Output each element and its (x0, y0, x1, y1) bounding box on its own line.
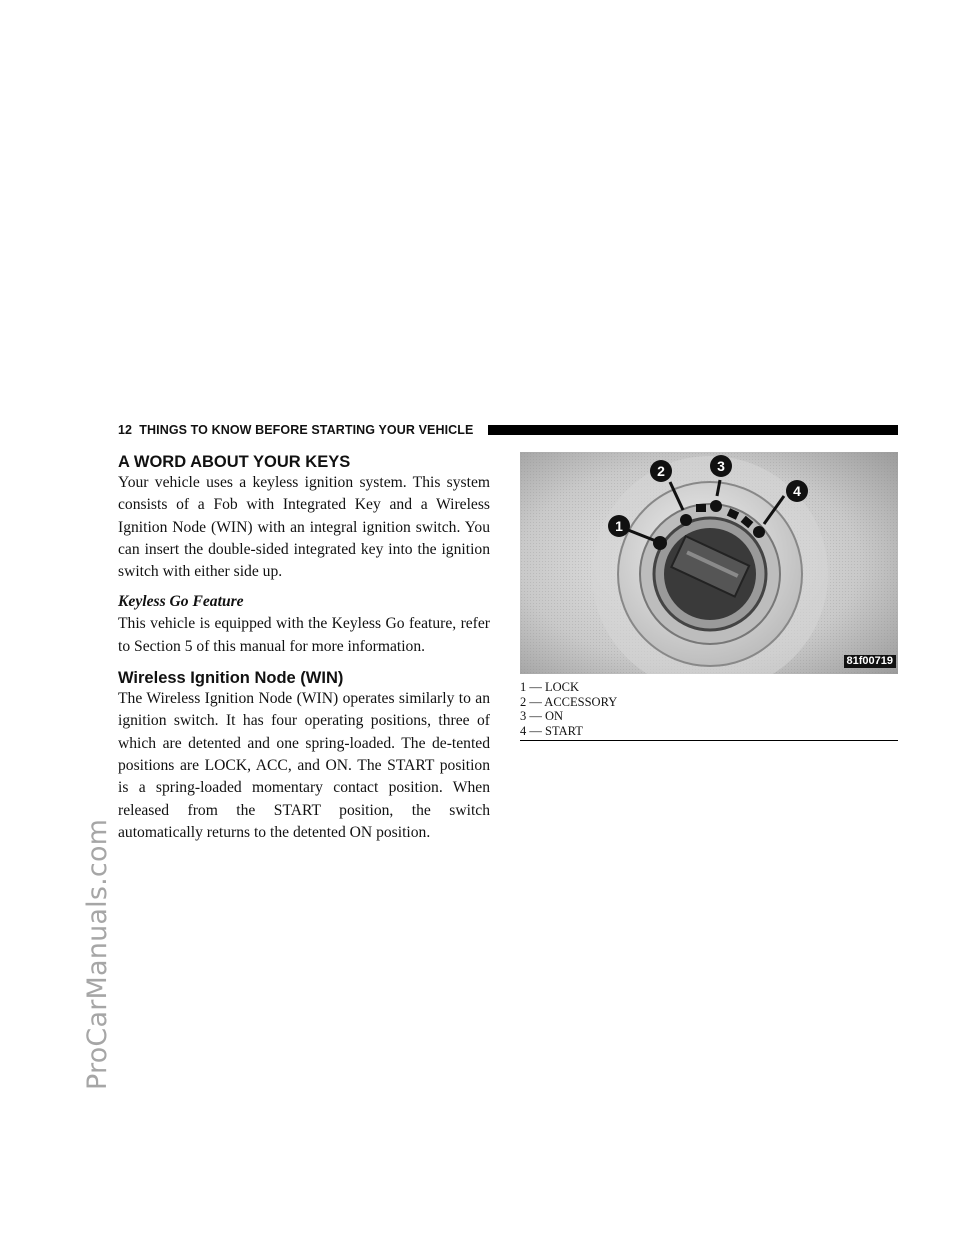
header-rule (488, 425, 898, 435)
section-heading-win: Wireless Ignition Node (WIN) (118, 669, 344, 688)
legend-item-start: 4 — START (520, 723, 583, 738)
page-number: 12 (118, 423, 133, 437)
callout-1: 1 (608, 515, 630, 537)
keyless-go-paragraph: This vehicle is equipped with the Keyless Go feature, refer to Section 5 of this manual for more information. (118, 615, 490, 655)
callout-4: 4 (786, 480, 808, 502)
watermark: ProCarManuals.com (82, 818, 113, 1090)
figure-code: 81f00719 (844, 655, 897, 668)
legend-item-accessory: 2 — ACCESSORY (520, 694, 618, 709)
header-title: THINGS TO KNOW BEFORE STARTING YOUR VEHICLE (139, 423, 474, 437)
keyless-go-subheading: Keyless Go Feature (118, 593, 244, 611)
figure-legend (520, 680, 898, 741)
callout-2: 2 (650, 460, 672, 482)
callout-3: 3 (710, 455, 732, 477)
figure-column (520, 452, 898, 741)
section-heading-keys: A WORD ABOUT YOUR KEYS (118, 453, 351, 471)
header-text (118, 422, 473, 438)
legend-item-on: 3 — ON (520, 709, 564, 723)
ignition-switch-illustration (520, 452, 898, 674)
win-paragraph: The Wireless Ignition Node (WIN) operates similarly to an ignition switch. It has four operating positions, three of which are detented and one spring-loaded. The de-tented positions are LOCK, ACC, and ON. The START position is a spring-loaded momentary contact position. When released from the START position, the switch automatically returns to the detented ON position. (118, 690, 490, 841)
keys-paragraph: Your vehicle uses a keyless ignition system. This system consists of a Fob with Integrated Key and a Wireless Ignition Node (WIN) with an integral ignition switch. You can insert the double-sided integrated key into the ignition switch with either side up. (118, 474, 490, 581)
page-header (118, 422, 898, 438)
legend-item-lock: 1 — LOCK (520, 680, 580, 694)
ignition-switch-graphic (520, 452, 898, 674)
main-text-column (118, 452, 490, 844)
